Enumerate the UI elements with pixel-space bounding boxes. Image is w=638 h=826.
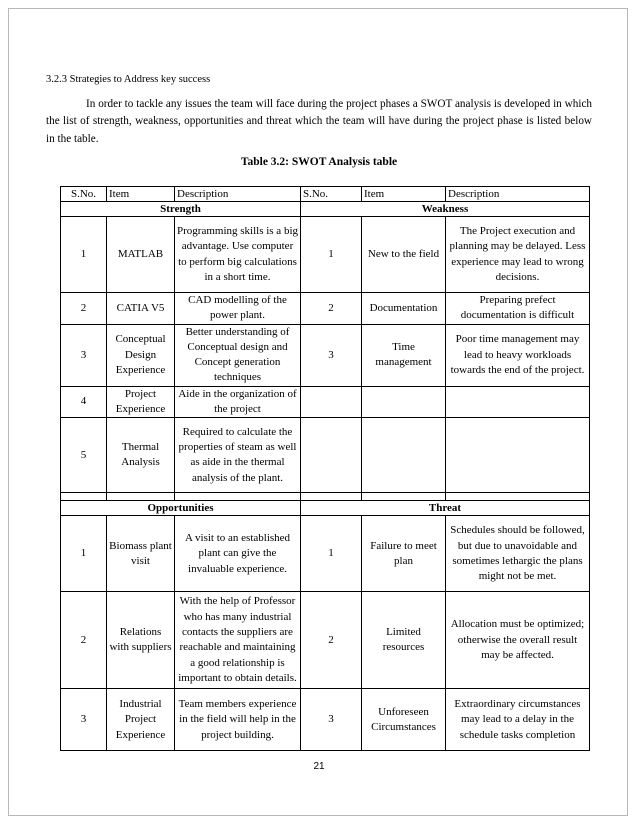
threat-description: Schedules should be followed, but due to unavoidable and sometimes lethargic the plans might not be met. [446,516,590,592]
opportunity-item: Biomass plant visit [107,516,175,592]
threat-title: Threat [301,501,590,516]
opportunity-item: Relations with suppliers [107,592,175,689]
opportunities-title: Opportunities [61,501,301,516]
table-header-row [61,187,590,202]
header-item: Item [362,187,446,202]
weakness-title: Weakness [301,202,590,217]
table-row [61,293,590,325]
threat-item: Failure to meet plan [362,516,446,592]
weakness-description: The Project execution and planning may be delayed. Less experience may lead to wrong decisions. [446,217,590,293]
section-row [61,501,590,516]
strength-item: MATLAB [107,217,175,293]
strength-description: Programming skills is a big advantage. Use computer to perform big calculations in a short time. [175,217,301,293]
empty-cell [301,386,362,418]
strength-item: Thermal Analysis [107,418,175,493]
opportunity-description: With the help of Professor who has many industrial contacts the suppliers are reachable and maintaining a good relationship is important to obtain details. [175,592,301,689]
threat-sno: 1 [301,516,362,592]
strength-sno: 1 [61,217,107,293]
swot-table [60,186,590,751]
opportunity-description: A visit to an established plant can give the invaluable experience. [175,516,301,592]
weakness-sno: 2 [301,293,362,325]
spacer-row [61,493,590,501]
empty-cell [301,418,362,493]
weakness-item: New to the field [362,217,446,293]
strength-description: Required to calculate the properties of steam as well as aide in the thermal analysis of the plant. [175,418,301,493]
opportunity-item: Industrial Project Experience [107,689,175,751]
strength-title: Strength [61,202,301,217]
threat-sno: 3 [301,689,362,751]
threat-item: Unforeseen Circumstances [362,689,446,751]
threat-description: Allocation must be optimized; otherwise the overall result may be affected. [446,592,590,689]
strength-item: Project Experience [107,386,175,418]
header-sno: S.No. [61,187,107,202]
strength-item: Conceptual Design Experience [107,324,175,386]
table-row [61,516,590,592]
weakness-description: Poor time management may lead to heavy workloads towards the end of the project. [446,324,590,386]
weakness-item: Documentation [362,293,446,325]
table-row [61,217,590,293]
opportunity-sno: 3 [61,689,107,751]
strength-item: CATIA V5 [107,293,175,325]
table-row [61,418,590,493]
weakness-description: Preparing prefect documentation is difficult [446,293,590,325]
section-row [61,202,590,217]
opportunity-description: Team members experience in the field will help in the project building. [175,689,301,751]
threat-item: Limited resources [362,592,446,689]
section-heading: 3.2.3 Strategies to Address key success [46,74,211,85]
header-description: Description [175,187,301,202]
empty-cell [362,386,446,418]
strength-sno: 4 [61,386,107,418]
empty-cell [446,418,590,493]
header-sno: S.No. [301,187,362,202]
opportunity-sno: 1 [61,516,107,592]
strength-description: Aide in the organization of the project [175,386,301,418]
header-description: Description [446,187,590,202]
intro-paragraph: In order to tackle any issues the team will face during the project phases a SWOT analysis is developed in which the list of strength, weakness, opportunities and threat which the team will have during the project phase is listed below in the table. [46,98,592,145]
page-number: 21 [313,761,325,772]
strength-sno: 5 [61,418,107,493]
table-row [61,386,590,418]
weakness-sno: 1 [301,217,362,293]
table-row [61,324,590,386]
weakness-sno: 3 [301,324,362,386]
strength-sno: 2 [61,293,107,325]
table-row [61,689,590,751]
weakness-item: Time management [362,324,446,386]
header-item: Item [107,187,175,202]
threat-description: Extraordinary circumstances may lead to a delay in the schedule tasks completion [446,689,590,751]
table-caption: Table 3.2: SWOT Analysis table [240,156,398,168]
strength-sno: 3 [61,324,107,386]
strength-description: Better understanding of Conceptual design and Concept generation techniques [175,324,301,386]
opportunity-sno: 2 [61,592,107,689]
threat-sno: 2 [301,592,362,689]
strength-description: CAD modelling of the power plant. [175,293,301,325]
empty-cell [362,418,446,493]
table-row [61,592,590,689]
empty-cell [446,386,590,418]
